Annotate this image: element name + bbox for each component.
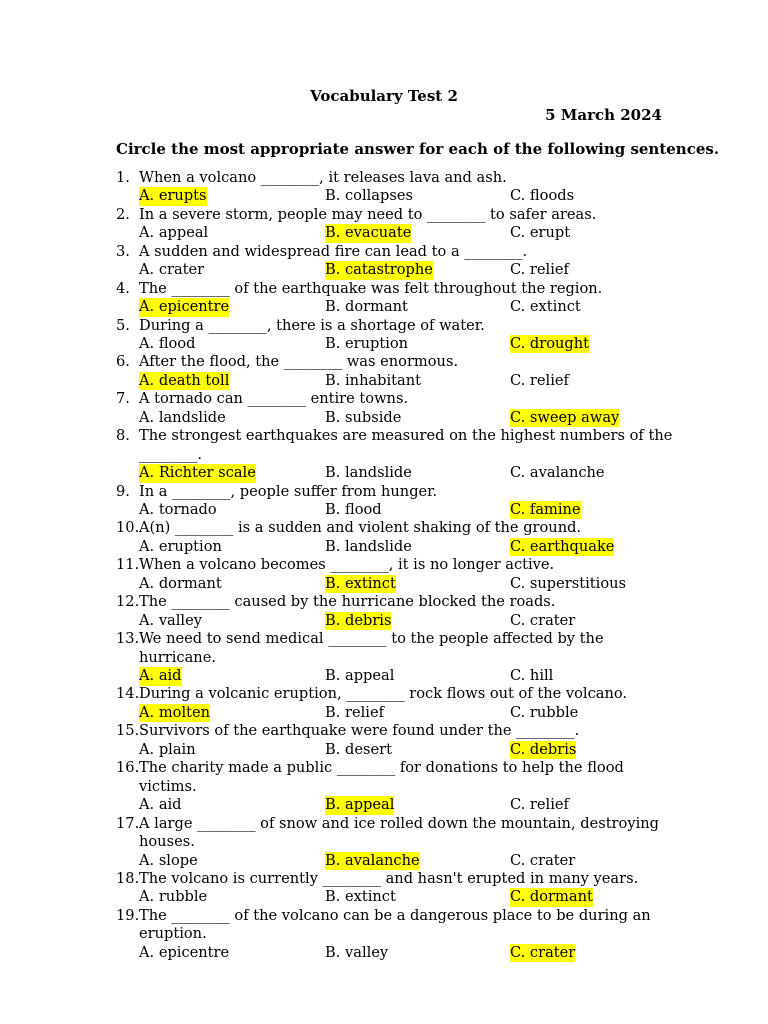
- question-number: 5.: [116, 316, 130, 334]
- question-number: 16.: [116, 759, 140, 777]
- question-text: During a ________, there is a shortage of water.: [139, 316, 485, 334]
- question-text: A sudden and widespread fire can lead to a ________.: [139, 242, 528, 260]
- question-number: 1.: [116, 169, 130, 186]
- question-stem: [116, 427, 676, 464]
- question-stem: [116, 483, 676, 501]
- option-a-highlighted[interactable]: A. aid: [139, 667, 182, 685]
- option-b[interactable]: B. desert: [325, 740, 392, 758]
- question-item: [116, 722, 676, 759]
- question-item: [116, 519, 676, 556]
- option-b[interactable]: B. relief: [325, 703, 384, 721]
- question-stem: [116, 815, 676, 852]
- question-number: 4.: [116, 279, 130, 297]
- option-b[interactable]: B. appeal: [325, 667, 395, 685]
- option-b-highlighted[interactable]: B. catastrophe: [325, 261, 433, 279]
- option-c[interactable]: C. extinct: [510, 298, 581, 316]
- option-c[interactable]: C. avalanche: [510, 464, 605, 482]
- answer-options: [116, 409, 676, 427]
- option-c[interactable]: C. relief: [510, 796, 569, 814]
- option-a[interactable]: A. flood: [139, 335, 196, 353]
- answer-options: [116, 298, 676, 316]
- answer-options: [116, 335, 676, 353]
- option-c[interactable]: C. rubble: [510, 703, 579, 721]
- answer-options: [116, 261, 676, 279]
- option-c-highlighted[interactable]: C. sweep away: [510, 408, 620, 426]
- question-text: A large ________ of snow and ice rolled down the mountain, destroying houses.: [139, 814, 659, 851]
- question-number: 15.: [116, 722, 140, 740]
- option-c[interactable]: C. crater: [510, 611, 576, 629]
- question-text: The ________ of the earthquake was felt throughout the region.: [139, 279, 603, 297]
- question-stem: [116, 353, 676, 371]
- answer-options: [116, 704, 676, 722]
- option-a[interactable]: A. slope: [139, 851, 198, 869]
- option-c-highlighted[interactable]: C. drought: [510, 335, 590, 353]
- question-number: 14.: [116, 685, 140, 703]
- question-item: [116, 243, 676, 280]
- option-b-highlighted[interactable]: B. appeal: [325, 796, 395, 814]
- question-item: [116, 870, 676, 907]
- question-stem: [116, 390, 676, 408]
- question-text: A(n) ________ is a sudden and violent shaking of the ground.: [139, 519, 582, 537]
- option-b[interactable]: B. eruption: [325, 335, 409, 353]
- option-a[interactable]: A. valley: [139, 611, 202, 629]
- option-a-highlighted[interactable]: A. erupts: [139, 187, 207, 205]
- option-b[interactable]: B. landslide: [325, 537, 412, 555]
- option-b-highlighted[interactable]: B. debris: [325, 611, 392, 629]
- answer-options: [116, 944, 676, 962]
- option-c-highlighted[interactable]: C. earthquake: [510, 537, 615, 555]
- question-stem: [116, 243, 676, 261]
- question-stem: [116, 907, 676, 944]
- answer-options: [116, 667, 676, 685]
- question-item: [116, 907, 676, 962]
- question-item: [116, 206, 676, 243]
- question-text: During a volcanic eruption, ________ rock flows out of the volcano.: [139, 685, 628, 703]
- question-number: 18.: [116, 869, 140, 887]
- question-text: After the flood, the ________ was enormous.: [139, 353, 459, 371]
- question-number: 17.: [116, 814, 140, 832]
- question-number: 3.: [116, 242, 130, 260]
- option-c[interactable]: C. crater: [510, 851, 576, 869]
- option-c[interactable]: C. superstitious: [510, 574, 626, 592]
- answer-options: [116, 575, 676, 593]
- question-item: [116, 317, 676, 354]
- option-c[interactable]: C. relief: [510, 261, 569, 279]
- question-stem: [116, 317, 676, 335]
- option-b-highlighted[interactable]: B. avalanche: [325, 851, 420, 869]
- answer-options: [116, 612, 676, 630]
- question-stem: [116, 519, 676, 537]
- test-title: Vocabulary Test 2: [310, 87, 458, 105]
- answer-options: [116, 852, 676, 870]
- question-stem: [116, 169, 676, 187]
- question-item: [116, 483, 676, 520]
- answer-options: [116, 538, 676, 556]
- question-item: [116, 280, 676, 317]
- question-stem: [116, 685, 676, 703]
- option-a-highlighted[interactable]: A. death toll: [139, 371, 230, 389]
- question-text: When a volcano becomes ________, it is no longer active.: [139, 556, 555, 574]
- option-a[interactable]: A. eruption: [139, 537, 222, 555]
- question-item: [116, 390, 676, 427]
- question-number: 12.: [116, 593, 140, 611]
- option-b[interactable]: B. inhabitant: [325, 371, 422, 389]
- option-b[interactable]: B. collapses: [325, 187, 413, 205]
- question-item: [116, 815, 676, 870]
- option-b[interactable]: B. dormant: [325, 298, 408, 316]
- question-stem: [116, 759, 676, 796]
- question-text: When a volcano ________, it releases lava and ash.: [139, 169, 507, 186]
- question-number: 13.: [116, 630, 140, 648]
- answer-options: [116, 372, 676, 390]
- answer-options: [116, 796, 676, 814]
- answer-options: [116, 888, 676, 906]
- instructions: Circle the most appropriate answer for each of the following sentences.: [116, 140, 720, 158]
- question-number: 8.: [116, 427, 130, 445]
- option-c[interactable]: C. relief: [510, 371, 569, 389]
- question-number: 6.: [116, 353, 130, 371]
- question-text: Survivors of the earthquake were found under the ________.: [139, 722, 580, 740]
- question-item: [116, 759, 676, 814]
- option-b[interactable]: B. flood: [325, 501, 382, 519]
- option-c[interactable]: C. floods: [510, 187, 575, 205]
- question-item: [116, 556, 676, 593]
- option-b[interactable]: B. valley: [325, 943, 389, 961]
- option-a[interactable]: A. dormant: [139, 574, 222, 592]
- question-list: [116, 169, 676, 962]
- question-text: A tornado can ________ entire towns.: [139, 390, 409, 408]
- option-c-highlighted[interactable]: C. famine: [510, 501, 581, 519]
- question-text: In a ________, people suffer from hunger.: [139, 482, 438, 500]
- option-b-highlighted[interactable]: B. evacuate: [325, 224, 412, 242]
- question-item: [116, 427, 676, 482]
- question-item: [116, 630, 676, 685]
- option-a-highlighted[interactable]: A. epicentre: [139, 298, 230, 316]
- option-b[interactable]: B. landslide: [325, 464, 412, 482]
- question-text: In a severe storm, people may need to ________ to safer areas.: [139, 205, 597, 223]
- question-number: 10.: [116, 519, 140, 537]
- question-stem: [116, 280, 676, 298]
- option-b[interactable]: B. extinct: [325, 888, 396, 906]
- question-stem: [116, 593, 676, 611]
- option-a[interactable]: A. epicentre: [139, 943, 230, 961]
- answer-options: [116, 501, 676, 519]
- option-c[interactable]: C. erupt: [510, 224, 571, 242]
- question-text: The volcano is currently ________ and hasn't erupted in many years.: [139, 869, 639, 887]
- question-stem: [116, 556, 676, 574]
- option-c-highlighted[interactable]: C. debris: [510, 740, 577, 758]
- answer-options: [116, 464, 676, 482]
- answer-options: [116, 224, 676, 242]
- answer-options: [116, 187, 676, 205]
- question-item: [116, 353, 676, 390]
- question-stem: [116, 870, 676, 888]
- question-text: We need to send medical ________ to the people affected by the hurricane.: [139, 630, 604, 666]
- test-date: 5 March 2024: [545, 106, 662, 124]
- option-c-highlighted[interactable]: C. dormant: [510, 888, 593, 906]
- question-text: The ________ caused by the hurricane blocked the roads.: [139, 593, 556, 611]
- question-number: 7.: [116, 390, 130, 408]
- option-a[interactable]: A. appeal: [139, 224, 209, 242]
- question-text: The ________ of the volcano can be a dangerous place to be during an eruption.: [139, 906, 651, 943]
- option-a[interactable]: A. tornado: [139, 501, 217, 519]
- question-text: The charity made a public ________ for donations to help the flood victims.: [139, 759, 624, 795]
- option-b-highlighted[interactable]: B. extinct: [325, 574, 396, 592]
- option-a-highlighted[interactable]: A. Richter scale: [139, 464, 256, 482]
- question-text: The strongest earthquakes are measured on the highest numbers of the ________.: [139, 427, 673, 463]
- question-number: 2.: [116, 205, 130, 223]
- question-stem: [116, 206, 676, 224]
- question-number: 19.: [116, 906, 140, 924]
- option-a[interactable]: A. crater: [139, 261, 205, 279]
- option-a[interactable]: A. rubble: [139, 888, 208, 906]
- option-a-highlighted[interactable]: A. molten: [139, 703, 211, 721]
- question-item: [116, 593, 676, 630]
- answer-options: [116, 741, 676, 759]
- question-number: 9.: [116, 482, 130, 500]
- option-b[interactable]: B. subside: [325, 408, 402, 426]
- question-item: [116, 685, 676, 722]
- option-a[interactable]: A. plain: [139, 740, 196, 758]
- question-item: [116, 169, 676, 206]
- question-stem: [116, 722, 676, 740]
- option-a[interactable]: A. landslide: [139, 408, 226, 426]
- option-c[interactable]: C. hill: [510, 667, 554, 685]
- question-number: 11.: [116, 556, 140, 574]
- option-c-highlighted[interactable]: C. crater: [510, 943, 576, 961]
- question-stem: [116, 630, 676, 667]
- option-a[interactable]: A. aid: [139, 796, 182, 814]
